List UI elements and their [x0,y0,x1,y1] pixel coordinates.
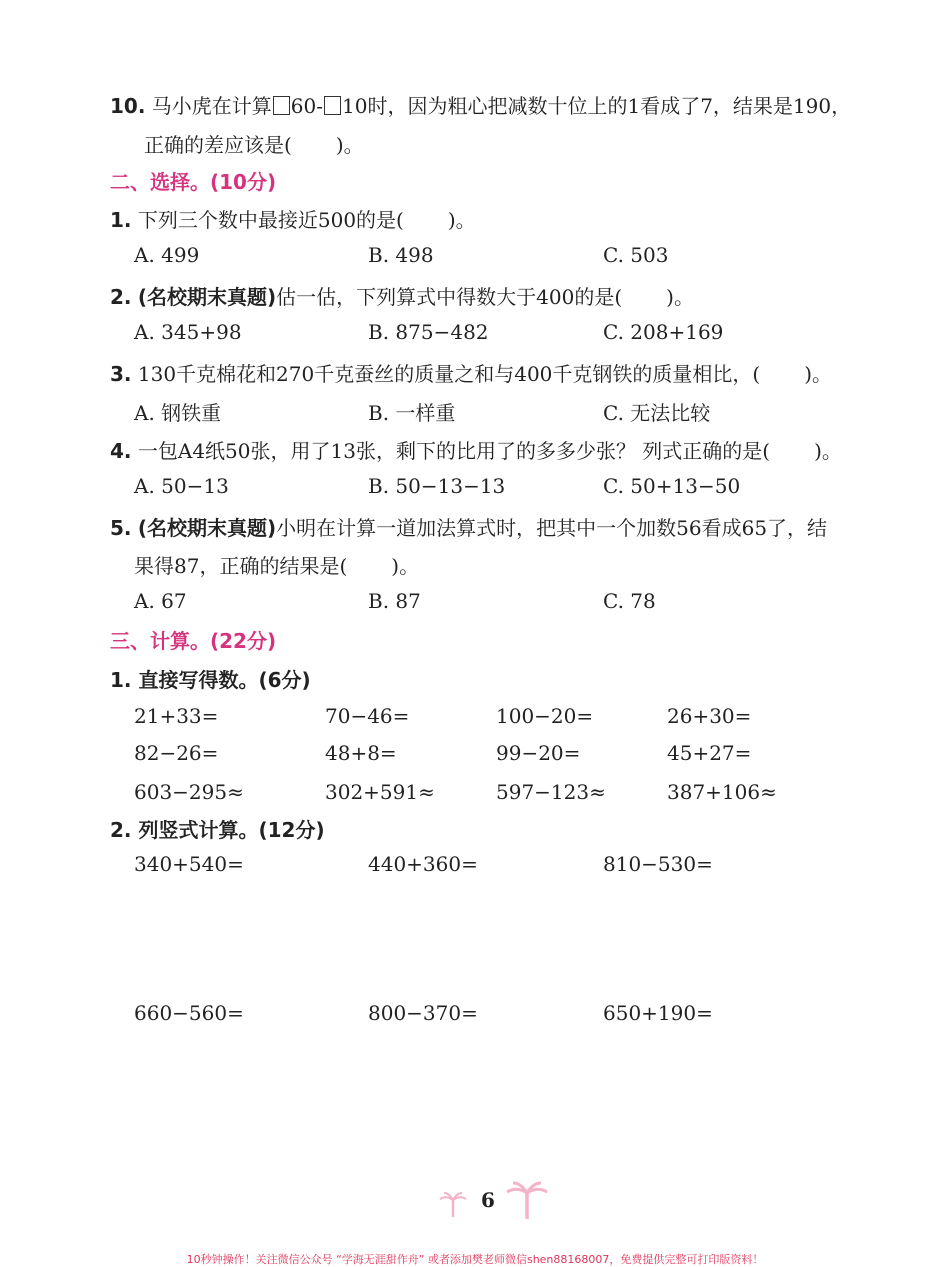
palm-tree-icon [438,1190,468,1218]
calc-item: 48+8= [325,741,397,765]
calc-item: 21+33= [134,704,219,728]
vertical-calc-item: 810−530= [603,852,713,876]
vertical-calc-item: 340+540= [134,852,244,876]
section-calc-title: 三、计算。(22分) [110,629,277,653]
footer-notice: 10秒钟操作！关注微信公众号 “学海无涯甜作舟” 或者添加樊老师微信shen88168007，免费提供完整可打印版资料！ [186,1253,764,1266]
vertical-calc-item: 440+360= [368,852,478,876]
choice-4-option-b: B. 50−13−13 [368,474,506,498]
question-10: 10. 马小虎在计算 60- 10时，因为粗心把减数十位上的1看成了7，结果是190， [110,94,852,118]
choice-4-option-c: C. 50+13−50 [603,474,741,498]
vertical-calc-item: 650+190= [603,1001,713,1025]
calc-item: 387+106≈ [667,780,777,804]
choice-2-option-c: C. 208+169 [603,320,724,344]
choice-1-option-a: A. 499 [134,243,200,267]
question-tag: (名校期末真题) [137,516,277,540]
calc-item: 45+27= [667,741,752,765]
vertical-calc-item: 660−560= [134,1001,244,1025]
choice-question-5-line2: 果得87，正确的结果是( )。 [134,554,420,578]
calc-item: 603−295≈ [134,780,244,804]
choice-question-2: 2. (名校期末真题)估一估，下列算式中得数大于400的是( )。 [110,285,694,309]
vertical-calc-item: 800−370= [368,1001,478,1025]
question-10-line2: 正确的差应该是( )。 [144,133,364,157]
calc-item: 597−123≈ [496,780,606,804]
choice-1-option-c: C. 503 [603,243,669,267]
choice-3-option-b: B. 一样重 [368,401,456,425]
calc-item: 302+591≈ [325,780,435,804]
choice-1-option-b: B. 498 [368,243,434,267]
choice-question-4: 4. 一包A4纸50张，用了13张，剩下的比用了的多多少张？ 列式正确的是( )。 [110,439,842,463]
section-choice-title: 二、选择。(10分) [110,170,277,194]
choice-3-option-a: A. 钢铁重 [134,401,222,425]
page-number: 6 [481,1188,495,1212]
calc-1-title: 1. 直接写得数。(6分) [110,668,311,692]
choice-5-option-c: C. 78 [603,589,656,613]
choice-question-5: 5. (名校期末真题)小明在计算一道加法算式时，把其中一个加数56看成65了，结 [110,516,828,540]
calc-item: 100−20= [496,704,594,728]
calc-item: 82−26= [134,741,219,765]
choice-3-option-c: C. 无法比较 [603,401,711,425]
palm-tree-icon [505,1180,549,1220]
choice-5-option-b: B. 87 [368,589,421,613]
blank-box [273,96,290,115]
choice-question-3: 3. 130千克棉花和270千克蚕丝的质量之和与400千克钢铁的质量相比，( )。 [110,362,833,386]
calc-2-title: 2. 列竖式计算。(12分) [110,818,325,842]
question-tag: (名校期末真题) [137,285,277,309]
calc-item: 26+30= [667,704,752,728]
choice-5-option-a: A. 67 [134,589,187,613]
choice-4-option-a: A. 50−13 [134,474,229,498]
calc-item: 70−46= [325,704,410,728]
choice-question-1: 1. 下列三个数中最接近500的是( )。 [110,208,476,232]
choice-2-option-b: B. 875−482 [368,320,489,344]
calc-item: 99−20= [496,741,581,765]
choice-2-option-a: A. 345+98 [134,320,242,344]
blank-box [324,96,341,115]
